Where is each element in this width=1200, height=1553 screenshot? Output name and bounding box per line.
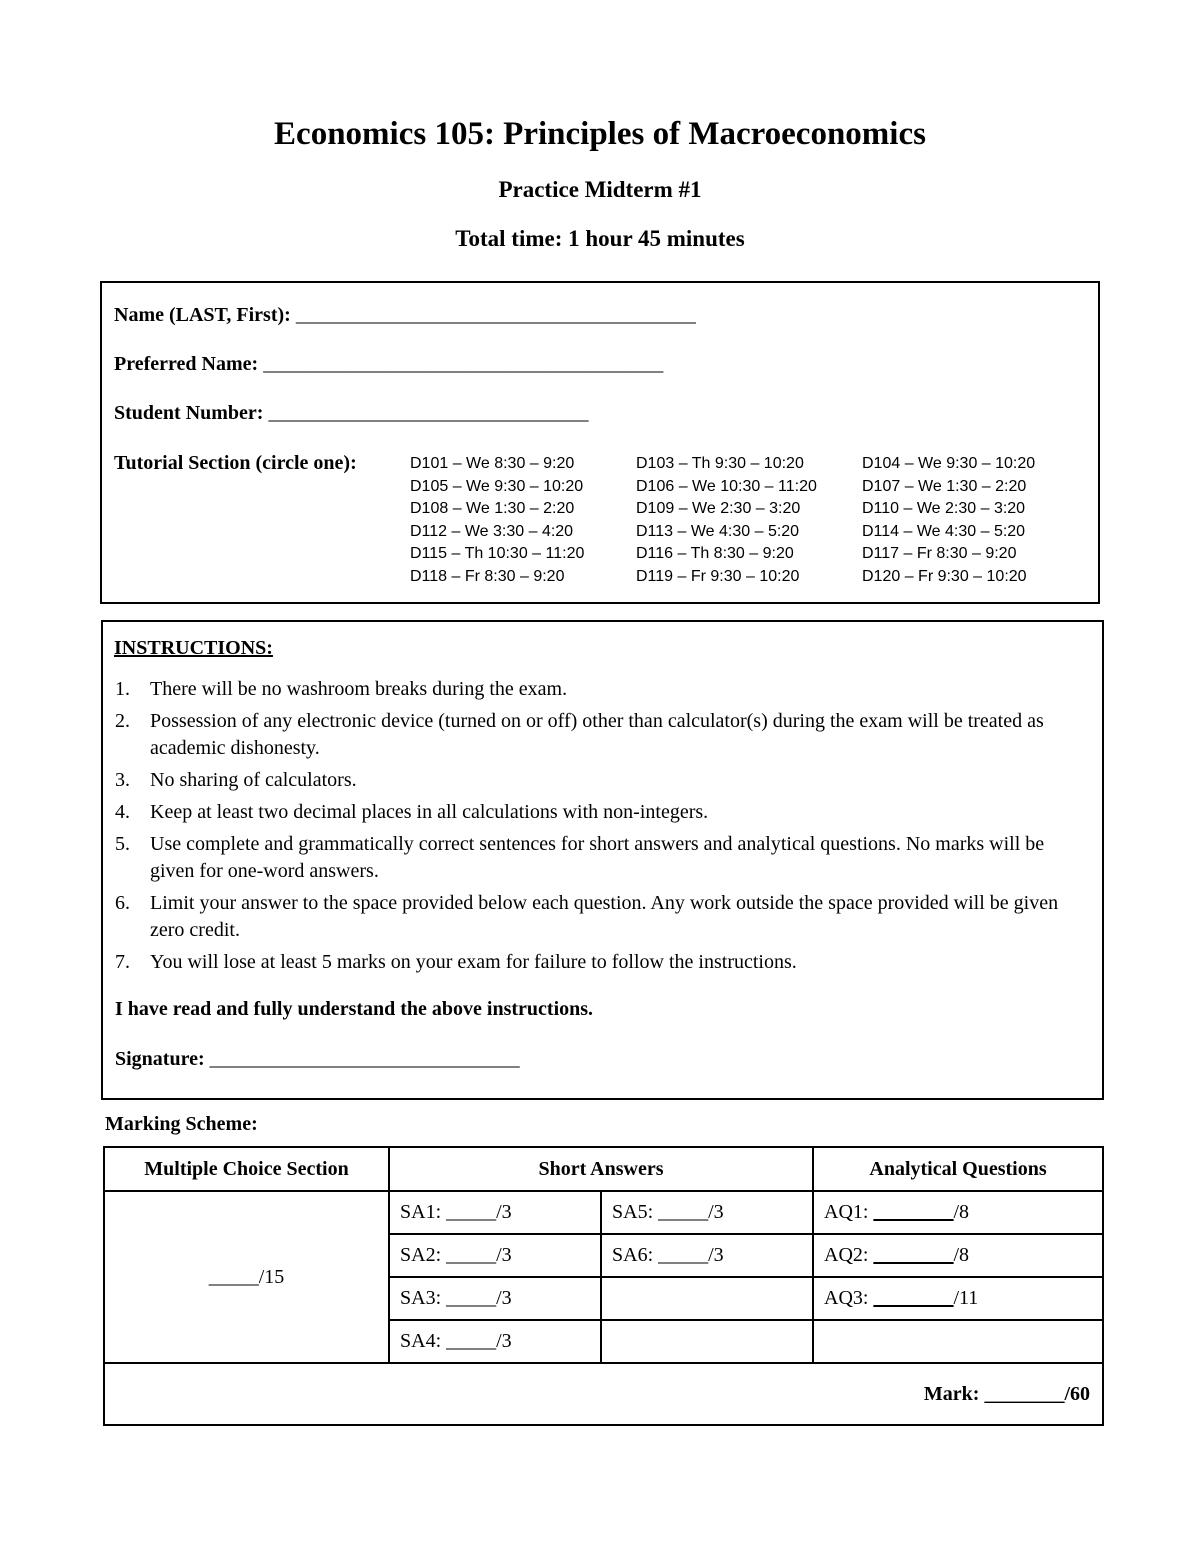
tutorial-option[interactable]: D114 – We 4:30 – 5:20 bbox=[862, 522, 1026, 540]
list-item bbox=[115, 890, 1090, 944]
tutorial-option[interactable]: D117 – Fr 8:30 – 9:20 bbox=[862, 545, 1017, 563]
tutorial-section-grid bbox=[410, 453, 1090, 589]
acknowledgement: I have read and fully understand the above instructions. bbox=[115, 998, 594, 1020]
item-text: Keep at least two decimal places in all calculations with non-integers. bbox=[150, 801, 709, 823]
aq3-score[interactable] bbox=[813, 1277, 1103, 1320]
tutorial-option[interactable]: D108 – We 1:30 – 2:20 bbox=[410, 500, 575, 518]
sa-label: SA3: bbox=[400, 1287, 447, 1309]
aq-label: AQ1: bbox=[824, 1201, 874, 1223]
aq-max: /11 bbox=[953, 1287, 979, 1309]
total-time: Total time: 1 hour 45 minutes bbox=[455, 226, 745, 251]
empty-cell bbox=[601, 1277, 813, 1320]
signature-field[interactable] bbox=[115, 1047, 520, 1071]
aq-max: /8 bbox=[953, 1201, 970, 1223]
tutorial-section-label: Tutorial Section (circle one): bbox=[114, 452, 357, 474]
aq-blank[interactable]: ________ bbox=[873, 1201, 954, 1223]
name-label: Name (LAST, First): bbox=[114, 304, 296, 326]
aq1-score[interactable] bbox=[813, 1191, 1103, 1234]
sa-max: /3 bbox=[496, 1287, 512, 1309]
sa-max: /3 bbox=[708, 1244, 724, 1266]
tutorial-option[interactable]: D115 – Th 10:30 – 11:20 bbox=[410, 545, 585, 563]
tutorial-option[interactable]: D103 – Th 9:30 – 10:20 bbox=[636, 455, 804, 472]
sa-blank[interactable]: _____ bbox=[658, 1201, 709, 1223]
aq-label: AQ2: bbox=[824, 1244, 874, 1266]
student-number-field[interactable] bbox=[114, 401, 588, 425]
sa-label: SA2: bbox=[400, 1244, 447, 1266]
sa-label: SA6: bbox=[612, 1244, 659, 1266]
list-item bbox=[115, 949, 1090, 976]
sa-max: /3 bbox=[708, 1201, 724, 1223]
total-mark[interactable] bbox=[104, 1363, 1103, 1425]
item-text: Possession of any electronic device (turned on or off) other than calculator(s) during the exam will be treated as academic dishonesty. bbox=[150, 710, 1044, 759]
sa-blank[interactable]: _____ bbox=[446, 1244, 497, 1266]
list-item bbox=[115, 831, 1090, 885]
marking-scheme-table bbox=[103, 1146, 1104, 1426]
tutorial-option[interactable]: D119 – Fr 9:30 – 10:20 bbox=[636, 567, 800, 585]
aq2-score[interactable] bbox=[813, 1234, 1103, 1277]
tutorial-option[interactable]: D109 – We 2:30 – 3:20 bbox=[636, 500, 801, 518]
sa2-score[interactable] bbox=[389, 1234, 601, 1277]
table-row bbox=[104, 1191, 1103, 1234]
preferred-name-field[interactable] bbox=[114, 352, 663, 376]
tutorial-option[interactable]: D112 – We 3:30 – 4:20 bbox=[410, 522, 574, 540]
instructions-list bbox=[115, 676, 1090, 981]
mark-max: /60 bbox=[1064, 1382, 1091, 1405]
tutorial-option[interactable]: D105 – We 9:30 – 10:20 bbox=[410, 477, 584, 495]
item-number: 6. bbox=[115, 892, 130, 914]
mark-blank[interactable]: ________ bbox=[984, 1382, 1065, 1405]
item-number: 1. bbox=[115, 678, 130, 700]
tutorial-option[interactable]: D104 – We 9:30 – 10:20 bbox=[862, 455, 1036, 472]
sa5-score[interactable] bbox=[601, 1191, 813, 1234]
tutorial-option[interactable]: D113 – We 4:30 – 5:20 bbox=[636, 522, 800, 540]
list-item bbox=[115, 799, 1090, 826]
signature-blank[interactable]: _______________________________ bbox=[209, 1048, 520, 1070]
empty-cell bbox=[601, 1320, 813, 1363]
sa-label: SA1: bbox=[400, 1201, 447, 1223]
list-item bbox=[115, 708, 1090, 762]
item-text: Limit your answer to the space provided below each question. Any work outside the space provided will be given zero credit. bbox=[150, 892, 1059, 941]
item-number: 2. bbox=[115, 710, 130, 732]
item-number: 4. bbox=[115, 801, 130, 823]
sa-header: Short Answers bbox=[389, 1147, 813, 1191]
tutorial-option[interactable]: D101 – We 8:30 – 9:20 bbox=[410, 455, 575, 472]
list-item bbox=[115, 767, 1090, 794]
aq-blank[interactable]: ________ bbox=[873, 1244, 954, 1266]
exam-title: Economics 105: Principles of Macroeconomics bbox=[274, 116, 926, 152]
sa3-score[interactable] bbox=[389, 1277, 601, 1320]
sa-max: /3 bbox=[496, 1244, 512, 1266]
sa-blank[interactable]: _____ bbox=[446, 1201, 497, 1223]
table-header-row bbox=[104, 1147, 1103, 1191]
item-number: 5. bbox=[115, 833, 130, 855]
name-field[interactable] bbox=[114, 303, 696, 327]
tutorial-option[interactable]: D120 – Fr 9:30 – 10:20 bbox=[862, 567, 1027, 585]
instructions-heading: INSTRUCTIONS: bbox=[114, 637, 273, 659]
sa-blank[interactable]: _____ bbox=[446, 1330, 497, 1352]
preferred-name-label: Preferred Name: bbox=[114, 353, 264, 375]
aq-header: Analytical Questions bbox=[813, 1147, 1103, 1191]
tutorial-option[interactable]: D106 – We 10:30 – 11:20 bbox=[636, 477, 817, 495]
aq-max: /8 bbox=[953, 1244, 970, 1266]
sa6-score[interactable] bbox=[601, 1234, 813, 1277]
list-item bbox=[115, 676, 1090, 703]
sa4-score[interactable] bbox=[389, 1320, 601, 1363]
name-blank[interactable]: ________________________________________ bbox=[295, 304, 696, 326]
sa1-score[interactable] bbox=[389, 1191, 601, 1234]
sa-blank[interactable]: _____ bbox=[658, 1244, 709, 1266]
aq-blank[interactable]: ________ bbox=[873, 1287, 954, 1309]
item-text: Use complete and grammatically correct sentences for short answers and analytical questions. No marks will be given for one-word answers. bbox=[150, 833, 1045, 882]
student-number-label: Student Number: bbox=[114, 402, 269, 424]
marking-scheme-label: Marking Scheme: bbox=[105, 1113, 258, 1135]
sa-label: SA4: bbox=[400, 1330, 447, 1352]
item-number: 7. bbox=[115, 951, 130, 973]
item-text: You will lose at least 5 marks on your exam for failure to follow the instructions. bbox=[150, 951, 797, 973]
instructions-box bbox=[101, 620, 1104, 1100]
preferred-name-blank[interactable]: ________________________________________ bbox=[263, 353, 664, 375]
sa-label: SA5: bbox=[612, 1201, 659, 1223]
mark-label: Mark: bbox=[923, 1382, 985, 1405]
sa-max: /3 bbox=[496, 1201, 512, 1223]
exam-subtitle: Practice Midterm #1 bbox=[498, 177, 702, 202]
tutorial-option[interactable]: D107 – We 1:30 – 2:20 bbox=[862, 477, 1027, 495]
student-info-box bbox=[100, 281, 1100, 604]
item-text: No sharing of calculators. bbox=[150, 769, 357, 791]
mc-header: Multiple Choice Section bbox=[104, 1147, 389, 1191]
aq-label: AQ3: bbox=[824, 1287, 874, 1309]
item-text: There will be no washroom breaks during the exam. bbox=[150, 678, 568, 700]
student-number-blank[interactable]: ________________________________ bbox=[268, 402, 589, 424]
signature-label: Signature: bbox=[115, 1048, 210, 1070]
sa-blank[interactable]: _____ bbox=[446, 1287, 497, 1309]
tutorial-option[interactable]: D116 – Th 8:30 – 9:20 bbox=[636, 545, 794, 563]
empty-cell bbox=[813, 1320, 1103, 1363]
table-total-row bbox=[104, 1363, 1103, 1425]
item-number: 3. bbox=[115, 769, 130, 791]
sa-max: /3 bbox=[496, 1330, 512, 1352]
tutorial-option[interactable]: D110 – We 2:30 – 3:20 bbox=[862, 500, 1026, 518]
tutorial-option[interactable]: D118 – Fr 8:30 – 9:20 bbox=[410, 567, 565, 585]
mc-score[interactable]: _____/15 bbox=[104, 1191, 389, 1363]
